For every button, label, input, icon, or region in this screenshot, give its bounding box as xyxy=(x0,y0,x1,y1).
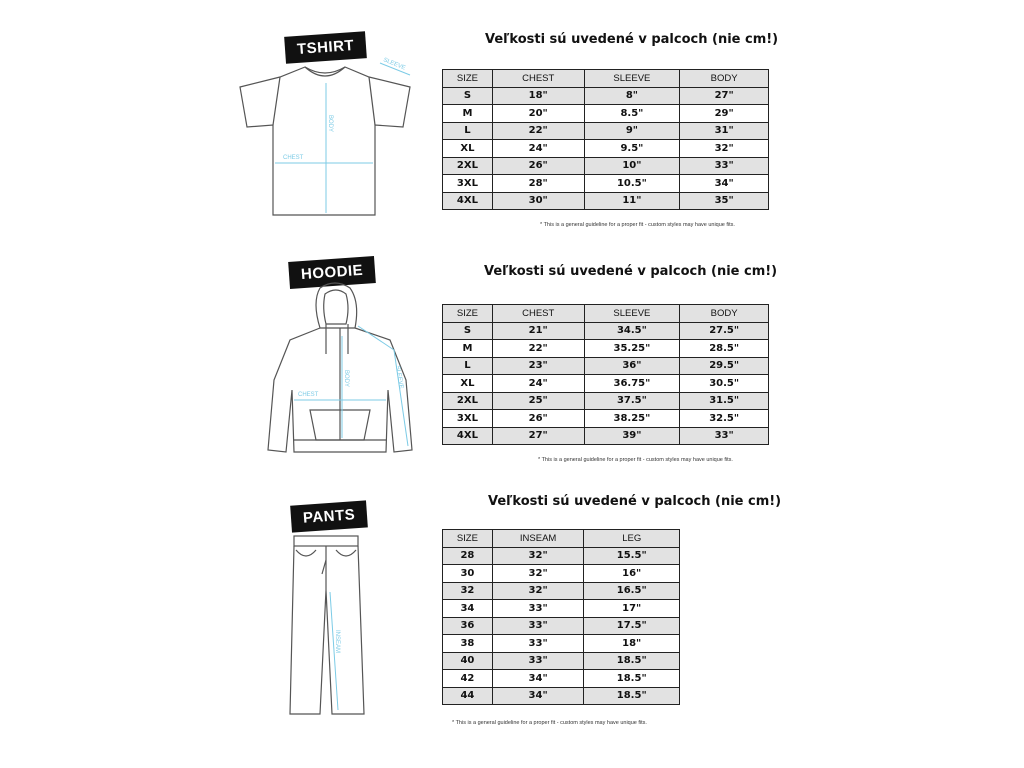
table-cell: 9" xyxy=(584,122,680,140)
table-cell: 29.5" xyxy=(680,357,769,375)
table-cell: 35" xyxy=(680,192,769,210)
table-cell: 9.5" xyxy=(584,140,680,158)
table-row xyxy=(443,375,769,393)
table-cell: 29" xyxy=(680,105,769,123)
table-cell: 33" xyxy=(680,427,769,445)
table-cell: 33" xyxy=(492,600,584,618)
table-cell: 28 xyxy=(443,547,493,565)
column-header: SLEEVE xyxy=(584,305,680,323)
table-cell: 24" xyxy=(492,375,584,393)
table-cell: 18.5" xyxy=(584,687,680,705)
table-header-row xyxy=(443,70,769,88)
table-row xyxy=(443,547,680,565)
table-cell: 4XL xyxy=(443,427,493,445)
table-cell: 27.5" xyxy=(680,322,769,340)
table-cell: 22" xyxy=(492,122,584,140)
table-cell: 37.5" xyxy=(584,392,680,410)
table-cell: 28.5" xyxy=(680,340,769,358)
table-cell: 26" xyxy=(492,157,584,175)
table-header-row xyxy=(443,530,680,548)
table-cell: 2XL xyxy=(443,392,493,410)
pants-label: PANTS xyxy=(290,500,368,532)
tshirt-body-text: BODY xyxy=(327,115,333,133)
table-cell: 44 xyxy=(443,687,493,705)
table-cell: 36.75" xyxy=(584,375,680,393)
table-cell: 36 xyxy=(443,617,493,635)
table-row xyxy=(443,192,769,210)
table-header-row xyxy=(443,305,769,323)
table-cell: 33" xyxy=(680,157,769,175)
table-row xyxy=(443,582,680,600)
table-cell: 32" xyxy=(492,582,584,600)
table-cell: 21" xyxy=(492,322,584,340)
table-cell: 8" xyxy=(584,87,680,105)
table-cell: M xyxy=(443,340,493,358)
table-row xyxy=(443,652,680,670)
column-header: SIZE xyxy=(443,530,493,548)
table-cell: 27" xyxy=(492,427,584,445)
table-cell: 32.5" xyxy=(680,410,769,428)
table-row xyxy=(443,410,769,428)
table-cell: 34 xyxy=(443,600,493,618)
table-cell: 35.25" xyxy=(584,340,680,358)
table-row xyxy=(443,105,769,123)
table-cell: 38 xyxy=(443,635,493,653)
table-cell: 32" xyxy=(492,565,584,583)
table-cell: 4XL xyxy=(443,192,493,210)
table-cell: 23" xyxy=(492,357,584,375)
column-header: LEG xyxy=(584,530,680,548)
table-cell: 10.5" xyxy=(584,175,680,193)
table-cell: 31" xyxy=(680,122,769,140)
table-cell: 28" xyxy=(492,175,584,193)
hoodie-illustration xyxy=(260,280,420,465)
table-cell: 10" xyxy=(584,157,680,175)
table-cell: 36" xyxy=(584,357,680,375)
table-row xyxy=(443,175,769,193)
table-cell: 26" xyxy=(492,410,584,428)
table-cell: 32 xyxy=(443,582,493,600)
hoodie-body-text: BODY xyxy=(343,370,349,388)
tshirt-note: * This is a general guideline for a proper fit - custom styles may have unique fits. xyxy=(540,222,735,228)
tshirt-illustration xyxy=(235,55,425,225)
table-cell: 3XL xyxy=(443,175,493,193)
column-header: SIZE xyxy=(443,305,493,323)
table-cell: XL xyxy=(443,375,493,393)
hoodie-heading: Veľkosti sú uvedené v palcoch (nie cm!) xyxy=(484,264,778,279)
tshirt-label: TSHIRT xyxy=(284,31,367,64)
hoodie-label: HOODIE xyxy=(288,256,376,289)
column-header: BODY xyxy=(680,70,769,88)
column-header: SIZE xyxy=(443,70,493,88)
table-cell: 18.5" xyxy=(584,670,680,688)
table-cell: 40 xyxy=(443,652,493,670)
table-cell: 11" xyxy=(584,192,680,210)
table-row xyxy=(443,565,680,583)
tshirt-size-table xyxy=(442,69,769,210)
table-row xyxy=(443,617,680,635)
column-header: SLEEVE xyxy=(584,70,680,88)
table-cell: 16" xyxy=(584,565,680,583)
table-cell: L xyxy=(443,357,493,375)
table-cell: 18" xyxy=(492,87,584,105)
table-cell: 42 xyxy=(443,670,493,688)
pants-heading: Veľkosti sú uvedené v palcoch (nie cm!) xyxy=(488,494,782,509)
table-cell: 8.5" xyxy=(584,105,680,123)
table-cell: 30 xyxy=(443,565,493,583)
table-cell: XL xyxy=(443,140,493,158)
table-row xyxy=(443,635,680,653)
table-cell: 32" xyxy=(492,547,584,565)
table-cell: 33" xyxy=(492,652,584,670)
table-cell: 33" xyxy=(492,617,584,635)
table-row xyxy=(443,87,769,105)
table-cell: 27" xyxy=(680,87,769,105)
table-row xyxy=(443,392,769,410)
column-header: CHEST xyxy=(492,305,584,323)
table-cell: M xyxy=(443,105,493,123)
pants-note: * This is a general guideline for a proper fit - custom styles may have unique fits. xyxy=(452,720,647,726)
table-cell: 30.5" xyxy=(680,375,769,393)
tshirt-chest-text: CHEST xyxy=(283,155,304,161)
table-cell: 32" xyxy=(680,140,769,158)
table-cell: 2XL xyxy=(443,157,493,175)
table-cell: 24" xyxy=(492,140,584,158)
table-cell: 17" xyxy=(584,600,680,618)
tshirt-sleeve-text: SLEEVE xyxy=(382,57,407,72)
table-row xyxy=(443,340,769,358)
table-cell: 30" xyxy=(492,192,584,210)
table-cell: 31.5" xyxy=(680,392,769,410)
table-cell: 22" xyxy=(492,340,584,358)
table-row xyxy=(443,122,769,140)
column-header: INSEAM xyxy=(492,530,584,548)
tshirt-heading: Veľkosti sú uvedené v palcoch (nie cm!) xyxy=(485,32,779,47)
table-cell: 20" xyxy=(492,105,584,123)
table-row xyxy=(443,357,769,375)
pants-illustration xyxy=(282,530,372,720)
table-cell: 38.25" xyxy=(584,410,680,428)
table-cell: 18" xyxy=(584,635,680,653)
pants-size-table xyxy=(442,529,680,705)
hoodie-note: * This is a general guideline for a proper fit - custom styles may have unique fits. xyxy=(538,457,733,463)
column-header: CHEST xyxy=(492,70,584,88)
column-header: BODY xyxy=(680,305,769,323)
table-cell: 25" xyxy=(492,392,584,410)
table-row xyxy=(443,670,680,688)
table-cell: 15.5" xyxy=(584,547,680,565)
hoodie-sleeve-text: SLEEVE xyxy=(394,365,404,390)
table-cell: 34" xyxy=(492,670,584,688)
table-cell: 39" xyxy=(584,427,680,445)
table-row xyxy=(443,600,680,618)
table-cell: 34" xyxy=(680,175,769,193)
hoodie-chest-text: CHEST xyxy=(298,392,319,398)
table-cell: 3XL xyxy=(443,410,493,428)
table-cell: 34.5" xyxy=(584,322,680,340)
table-cell: 33" xyxy=(492,635,584,653)
table-row xyxy=(443,687,680,705)
table-row xyxy=(443,157,769,175)
table-row xyxy=(443,322,769,340)
hoodie-size-table xyxy=(442,304,769,445)
table-cell: 17.5" xyxy=(584,617,680,635)
table-cell: 34" xyxy=(492,687,584,705)
table-cell: 16.5" xyxy=(584,582,680,600)
table-row xyxy=(443,427,769,445)
table-cell: 18.5" xyxy=(584,652,680,670)
table-row xyxy=(443,140,769,158)
table-cell: S xyxy=(443,322,493,340)
pants-inseam-text: INSEAM xyxy=(334,630,340,654)
table-cell: S xyxy=(443,87,493,105)
table-cell: L xyxy=(443,122,493,140)
